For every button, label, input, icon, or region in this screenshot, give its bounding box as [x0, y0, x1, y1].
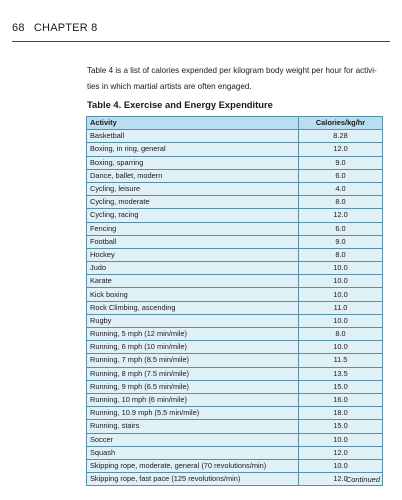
activity-cell: Running, 10 mph (6 min/mile): [87, 393, 299, 406]
table-header-row: [87, 117, 383, 130]
calories-cell: 8.0: [299, 328, 383, 341]
header-rule: [12, 41, 390, 42]
table-row: [87, 446, 383, 459]
table-row: [87, 248, 383, 261]
calories-cell: 9.0: [299, 235, 383, 248]
column-header-activity: Activity: [87, 117, 299, 130]
energy-table: [86, 116, 383, 486]
activity-cell: Cycling, racing: [87, 209, 299, 222]
calories-cell: 12.0: [299, 143, 383, 156]
activity-cell: Cycling, leisure: [87, 182, 299, 195]
calories-cell: 12.0: [299, 209, 383, 222]
activity-cell: Skipping rope, fast pace (125 revolutions/min): [87, 473, 299, 486]
activity-cell: Rock Climbing, ascending: [87, 301, 299, 314]
page-header: [12, 22, 97, 34]
calories-cell: 4.0: [299, 182, 383, 195]
table-row: [87, 209, 383, 222]
calories-cell: 9.0: [299, 156, 383, 169]
table-row: [87, 380, 383, 393]
activity-cell: Running, 9 mph (6.5 min/mile): [87, 380, 299, 393]
activity-cell: Judo: [87, 262, 299, 275]
table-row: [87, 301, 383, 314]
table-row: [87, 314, 383, 327]
calories-cell: 8.0: [299, 248, 383, 261]
activity-cell: Running, 10.9 mph (5.5 min/mile): [87, 407, 299, 420]
calories-cell: 8.28: [299, 130, 383, 143]
activity-cell: Cycling, moderate: [87, 196, 299, 209]
table-row: [87, 354, 383, 367]
calories-cell: 15.0: [299, 380, 383, 393]
table-row: [87, 407, 383, 420]
calories-cell: 13.5: [299, 367, 383, 380]
table-row: [87, 235, 383, 248]
page-number: 68: [12, 22, 25, 34]
table-row: [87, 182, 383, 195]
calories-cell: 6.0: [299, 169, 383, 182]
chapter-label: CHAPTER 8: [33, 22, 98, 34]
calories-cell: 11.5: [299, 354, 383, 367]
activity-cell: Rugby: [87, 314, 299, 327]
activity-cell: Boxing, sparring: [87, 156, 299, 169]
table-row: [87, 262, 383, 275]
activity-cell: Hockey: [87, 248, 299, 261]
activity-cell: Basketball: [87, 130, 299, 143]
calories-cell: 10.0: [299, 341, 383, 354]
calories-cell: 6.0: [299, 222, 383, 235]
calories-cell: 10.0: [299, 288, 383, 301]
calories-cell: 10.0: [299, 275, 383, 288]
table-row: [87, 143, 383, 156]
calories-cell: 15.0: [299, 420, 383, 433]
calories-cell: 16.0: [299, 393, 383, 406]
table-row: [87, 393, 383, 406]
column-header-calories: Calories/kg/hr: [299, 117, 383, 130]
table-row: [87, 473, 383, 486]
activity-cell: Running, 5 mph (12 min/mile): [87, 328, 299, 341]
calories-cell: 12.0: [299, 446, 383, 459]
calories-cell: 10.0: [299, 459, 383, 472]
activity-cell: Squash: [87, 446, 299, 459]
activity-cell: Kick boxing: [87, 288, 299, 301]
activity-cell: Running, 8 mph (7.5 min/mile): [87, 367, 299, 380]
activity-cell: Fencing: [87, 222, 299, 235]
intro-paragraph: Table 4 is a list of calories expended per kilogram body weight per hour for activi-ties in which martial artists are often engaged.: [87, 66, 377, 91]
table-row: [87, 459, 383, 472]
table-row: [87, 222, 383, 235]
calories-cell: 11.0: [299, 301, 383, 314]
table-row: [87, 328, 383, 341]
table-row: [87, 275, 383, 288]
table-row: [87, 169, 383, 182]
activity-cell: Karate: [87, 275, 299, 288]
activity-cell: Running, stairs: [87, 420, 299, 433]
table-row: [87, 196, 383, 209]
continued-note: Continued: [345, 475, 380, 484]
table-row: [87, 341, 383, 354]
table-row: [87, 130, 383, 143]
calories-cell: 8.0: [299, 196, 383, 209]
calories-cell: 12.0: [299, 473, 383, 486]
table-row: [87, 420, 383, 433]
activity-cell: Football: [87, 235, 299, 248]
activity-cell: Soccer: [87, 433, 299, 446]
calories-cell: 10.0: [299, 314, 383, 327]
table-row: [87, 433, 383, 446]
calories-cell: 10.0: [299, 262, 383, 275]
activity-cell: Running, 6 mph (10 min/mile): [87, 341, 299, 354]
activity-cell: Skipping rope, moderate, general (70 revolutions/min): [87, 459, 299, 472]
activity-cell: Dance, ballet, modern: [87, 169, 299, 182]
table-row: [87, 367, 383, 380]
activity-cell: Boxing, in ring, general: [87, 143, 299, 156]
calories-cell: 18.0: [299, 407, 383, 420]
activity-cell: Running, 7 mph (8.5 min/mile): [87, 354, 299, 367]
table-row: [87, 288, 383, 301]
calories-cell: 10.0: [299, 433, 383, 446]
table-row: [87, 156, 383, 169]
table-title: Table 4. Exercise and Energy Expenditure: [87, 99, 273, 110]
